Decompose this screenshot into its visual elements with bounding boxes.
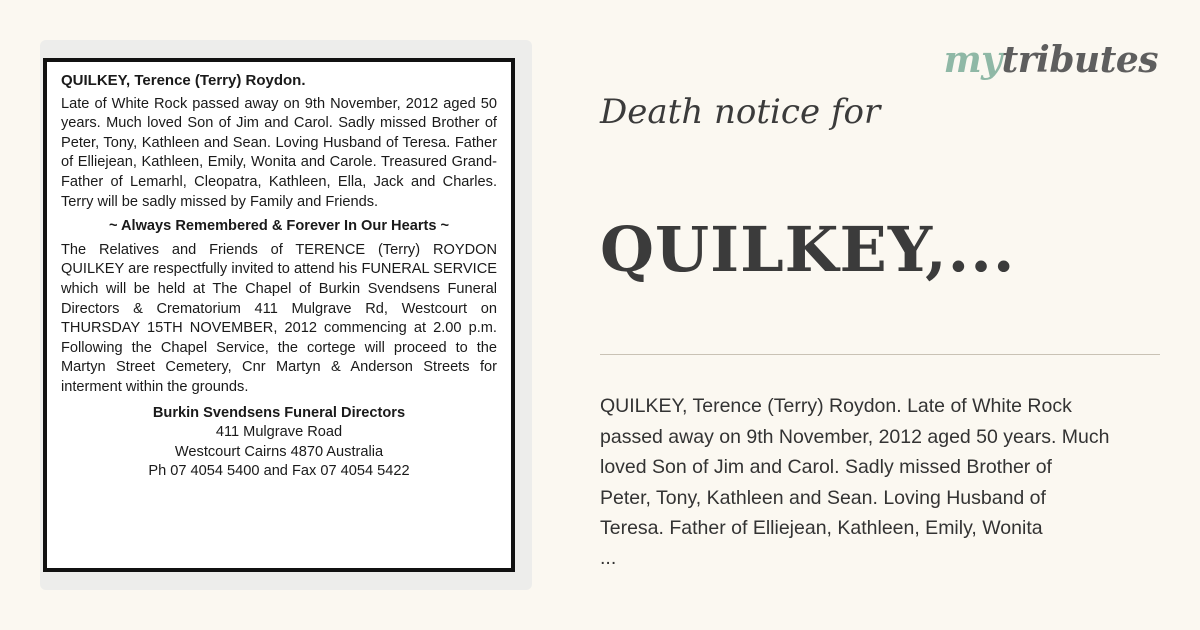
summary-ellipsis: ... xyxy=(600,547,617,569)
funeral-director-name: Burkin Svendsens Funeral Directors xyxy=(152,404,406,421)
funeral-director-address-1: 411 Mulgrave Road xyxy=(215,424,343,441)
divider xyxy=(600,354,1160,355)
funeral-director-address-2: Westcourt Cairns 4870 Australia xyxy=(174,443,384,460)
logo-tributes: tributes xyxy=(1001,39,1158,81)
logo-my: my xyxy=(943,39,1002,81)
notice-heading: QUILKEY, Terence (Terry) Roydon. xyxy=(61,72,306,89)
notice-tagline: ~ Always Remembered & Forever In Our Hearts ~ xyxy=(108,218,450,235)
funeral-director-phone: Ph 07 4054 5400 and Fax 07 4054 5422 xyxy=(148,463,410,480)
deceased-name-title: QUILKEY,... xyxy=(600,213,1016,286)
notice-summary-text: QUILKEY, Terence (Terry) Roydon. Late of White Rock passed away on 9th November, 2012 aged 50 years. Much loved Son of Jim and Carol. Sadly missed Brother of Peter, Tony, Kathleen and Sean. Loving Husband of Teresa. Father of Elliejean, Kathleen, Emily, Wonita xyxy=(600,395,1110,539)
death-notice-intro: Death notice for xyxy=(600,92,881,132)
notice-footer xyxy=(61,404,497,482)
notice-paragraph-2: The Relatives and Friends of TERENCE (Terry) ROYDON QUILKEY are respectfully invited to attend his FUNERAL SERVICE which will be held at The Chapel of Burkin Svendsens Funeral Directors & Crematorium 411 Mulgrave Rd, Westcourt on THURSDAY 15TH NOVEMBER, 2012 commencing at 2.00 p.m. Following the Chapel Service, the cortege will proceed to the Martyn Street Cemetery, Cnr Martyn & Anderson Streets for interment within the grounds. xyxy=(61,241,497,395)
notice-paragraph-1: Late of White Rock passed away on 9th November, 2012 aged 50 years. Much loved Son of Jim and Carol. Sadly missed Brother of Peter, Tony, Kathleen and Sean. Loving Husband of Teresa. Father of Elliejean, Kathleen, Emily, Wonita and Carole. Treasured Grand-Father of Lemarhl, Cleopatra, Kathleen, Ella, Jack and Charles. Terry will be sadly missed by Family and Friends. xyxy=(61,95,497,210)
death-notice-clipping xyxy=(43,58,515,572)
mytributes-logo[interactable] xyxy=(944,38,1158,82)
